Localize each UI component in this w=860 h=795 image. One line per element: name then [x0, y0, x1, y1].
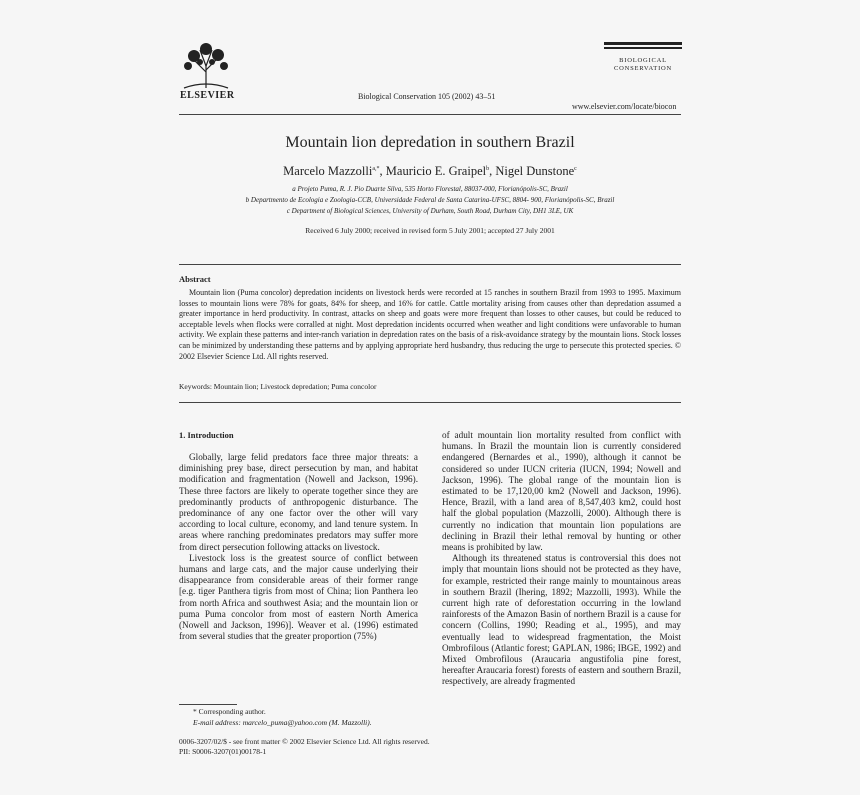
paragraph: of adult mountain lion mortality resulted from conflict with humans. In Brazil the mountain lion is currently considered endangered (Bernardes et al., 1990), although it cannot be considered so under IUCN criteria (IUCN, 1994; Nowell and Jackson, 1996). The global range of the mountain lion is estimated to be 17,120,00 km2 (Nowell and Jackson, 1996). Hence, Brazil, with a land area of 8,547,403 km2, could host half the global population (Mazzolli, 2000). Although there is currently no indication that mountain lion populations are declining in Brazil their lethal removal by hunting or other means is prohibited by law.	[442, 430, 681, 553]
abstract-heading: Abstract	[179, 274, 211, 284]
affiliations	[0, 184, 860, 217]
pii-line: PII: S0006-3207(01)00178-1	[179, 746, 267, 756]
affiliation-c: c Department of Biological Sciences, University of Durham, South Road, Durham City, DH1 3LE, UK	[286, 207, 574, 215]
received-dates: Received 6 July 2000; received in revised form 5 July 2001; accepted 27 July 2001	[305, 226, 555, 235]
email-note: E-mail address: marcelo_puma@yahoo.com (M. Mazzolli).	[193, 717, 372, 727]
copyright-line: 0006-3207/02/$ - see front matter © 2002 Elsevier Science Ltd. All rights reserved.	[179, 737, 430, 746]
affiliation-b: b Departmento de Ecologia e Zoologia-CCB, Universidade Federal de Santa Catarina-UFSC, 8804- 900, Florianópolis-SC, Brazil	[245, 196, 615, 204]
journal-logo-line-2: CONSERVATION	[613, 64, 673, 72]
article-title: Mountain lion depredation in southern Brazil	[285, 134, 575, 151]
section-heading-introduction: 1. Introduction	[179, 430, 234, 440]
journal-logo	[604, 42, 682, 73]
body-column-right	[442, 430, 681, 688]
footnote	[179, 707, 429, 728]
body-column-left	[179, 452, 418, 642]
copyright-notice	[179, 737, 430, 756]
journal-url-link[interactable]: www.elsevier.com/locate/biocon	[572, 102, 677, 111]
paragraph: Although its threatened status is controversial this does not imply that mountain lions should not be protected as they have, for example, restricted their range mainly to mountainous areas in southern Brazil (Ihering, 1892; Mazzolli, 1993). While the current high rate of deforestation occurring in the lowland rainforests of the Amazon Basin of northern Brazil is a cause for concern (Collins, 1990; Reading et al., 1995), and may eventually lead to widespread fragmentation, the Moist Ombrofilous (Atlantic forest; GAPLAN, 1986; IBGE, 1992) and Mixed Ombrofilous (Araucaria angustifolia pine forest, hereafter Araucaria forest) forests of eastern and southern Brazil, respectively, are already fragmented	[442, 553, 681, 687]
corresponding-author-note: * Corresponding author.	[193, 707, 266, 716]
paragraph: Globally, large felid predators face three major threats: a diminishing prey base, direct persecution by man, and habitat modification and fragmentation (Nowell and Jackson, 1996). These three factors are likely to operate together since they are predominantly products of anthropogenic disturbance. The predominance of any one factor over the other will vary according to local culture, economy, and land tenure system. In areas where ranching predominates predators may suffer more from direct persecution following attacks on livestock.	[179, 452, 418, 552]
affiliation-a: a Projeto Puma, R. J. Pio Duarte Silva, 535 Horto Florestal, 88037-000, Florianópolis-SC, Brazil	[292, 185, 568, 193]
publisher-name: ELSEVIER	[180, 90, 235, 101]
paragraph: Livestock loss is the greatest source of conflict between humans and large cats, and the major cause underlying their disappearance from considerable areas of their former range [e.g. tiger Panthera tigris from most of China; lion Panthera leo from north Africa and southwest Asia; and the mountain lion or puma Puma concolor from most of eastern North America (Nowell and Jackson, 1996)]. Weaver et al. (1996) estimated from several studies that the greater proportion (75%)	[179, 552, 418, 642]
journal-reference: Biological Conservation 105 (2002) 43–51	[358, 92, 496, 101]
authors: Marcelo Mazzolli$^{a,*}$, Mauricio E. Graipel$^b$, Nigel Dunstone$^c$	[283, 164, 577, 178]
abstract-text: Mountain lion (Puma concolor) depredation incidents on livestock herds were recorded at 15 ranches in southern Brazil from 1993 to 1995. Maximum losses to mountain lions were 78% for goats, 84% for sheep, and 16% for cattle. Cattle mortality arising from causes other than depredation assumed a greater importance in herd productivity. In contrast, attacks on sheep and goats were more frequent than losses to other causes, but could be reduced to acceptable levels when flocks were corralled at night. Most depredation incidents occurred when weather and light conditions were unfavorable to human activity. We explain these patterns and inter-ranch variation in depredation rates on the basis of a risk-avoidance strategy by the mountain lions. Stock losses can be minimized by understanding these patterns and by applying appropriate herd husbandry, thus reducing the urge to persecute this protected species. © 2002 Elsevier Science Ltd. All rights reserved.	[179, 288, 681, 361]
journal-logo-line-1: BIOLOGICAL	[619, 56, 667, 64]
keywords: Keywords: Mountain lion; Livestock depredation; Puma concolor	[179, 382, 377, 391]
footnote-divider	[179, 704, 237, 705]
